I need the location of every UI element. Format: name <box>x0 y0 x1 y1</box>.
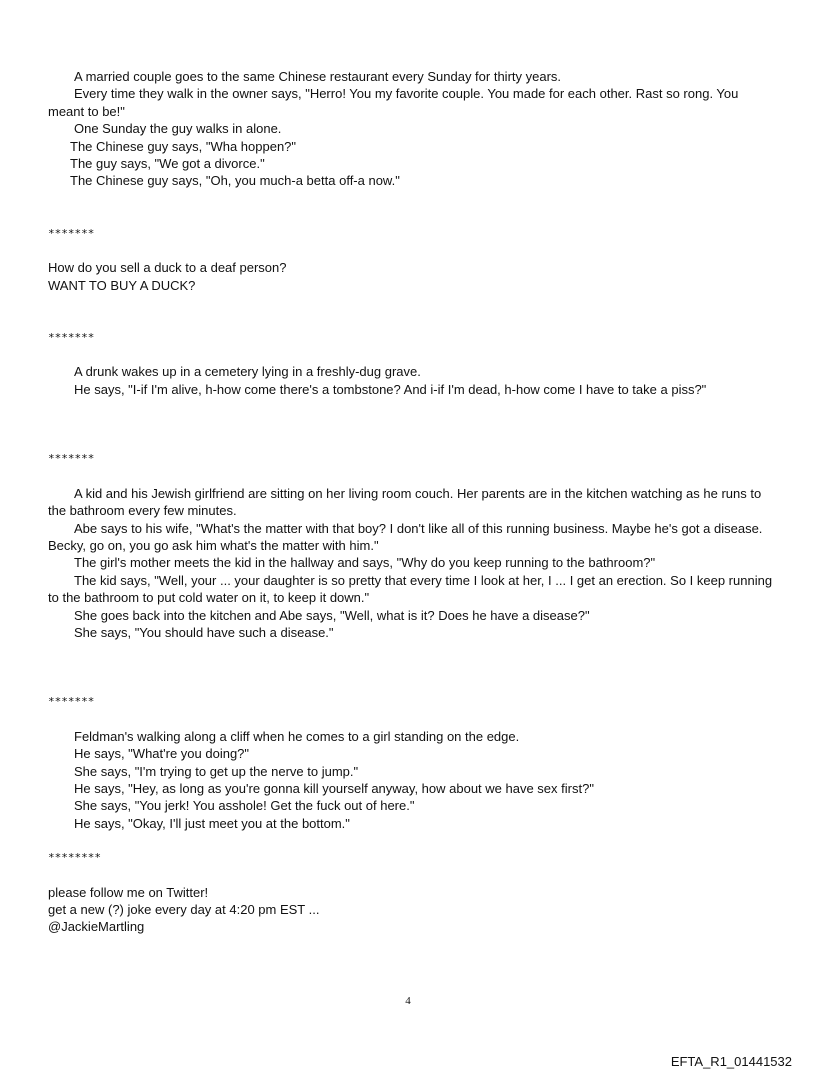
paragraph: A kid and his Jewish girlfriend are sitting on her living room couch. Her parents are in the kitchen watching as he runs to the bathroom every few minutes. <box>48 485 762 519</box>
document-body <box>48 68 778 936</box>
paragraph: She says, "You should have such a disease." <box>74 624 334 640</box>
twitter-follow-note <box>48 884 778 936</box>
joke-deaf-duck <box>48 259 778 294</box>
document-id: EFTA_R1_01441532 <box>670 1054 792 1069</box>
paragraph: How do you sell a duck to a deaf person? <box>48 260 287 276</box>
paragraph: He says, "I-if I'm alive, h-how come there's a tombstone? And i-if I'm dead, h-how come I have to take a piss?" <box>74 381 707 397</box>
paragraph: Abe says to his wife, "What's the matter with that boy? I don't like all of this running business. Maybe he's got a disease. Becky, go on, you go ask him what's the matter with him." <box>48 520 763 553</box>
twitter-handle: @JackieMartling <box>48 919 145 935</box>
joke-chinese-restaurant <box>48 68 778 190</box>
paragraph: Every time they walk in the owner says, "Herro! You my favorite couple. You made for each other. Rast so rong. You meant to be!" <box>48 86 739 119</box>
joke-drunk-cemetery <box>48 363 778 398</box>
paragraph: He says, "What're you doing?" <box>74 746 250 762</box>
paragraph: She says, "You jerk! You asshole! Get the fuck out of here." <box>74 798 415 814</box>
paragraph: One Sunday the guy walks in alone. <box>74 121 282 137</box>
joke-running-to-bathroom <box>48 485 778 642</box>
section-separator: ******* <box>48 452 95 466</box>
paragraph: Feldman's walking along a cliff when he comes to a girl standing on the edge. <box>74 728 520 744</box>
paragraph: She says, "I'm trying to get up the nerve to jump." <box>74 763 359 779</box>
paragraph: She goes back into the kitchen and Abe says, "Well, what is it? Does he have a disease?" <box>74 607 590 623</box>
paragraph: WANT TO BUY A DUCK? <box>48 277 196 293</box>
paragraph: He says, "Okay, I'll just meet you at the bottom." <box>74 815 350 831</box>
section-separator: ******* <box>48 695 95 709</box>
paragraph: A married couple goes to the same Chinese restaurant every Sunday for thirty years. <box>74 69 562 84</box>
paragraph: The kid says, "Well, your ... your daughter is so pretty that every time I look at her, I ... I get an erection. So I keep running to the bathroom to put cold water on it, to keep it down." <box>48 572 773 606</box>
paragraph: The Chinese guy says, "Oh, you much-a betta off-a now." <box>70 173 400 189</box>
paragraph: please follow me on Twitter! <box>48 884 209 900</box>
section-separator: ******* <box>48 331 95 345</box>
paragraph: get a new (?) joke every day at 4:20 pm EST ... <box>48 902 320 917</box>
section-separator: ******* <box>48 226 95 240</box>
paragraph: The Chinese guy says, "Wha hoppen?" <box>70 138 297 154</box>
paragraph: He says, "Hey, as long as you're gonna kill yourself anyway, how about we have sex first?" <box>74 780 594 796</box>
paragraph: A drunk wakes up in a cemetery lying in a freshly-dug grave. <box>74 364 421 380</box>
section-separator: ******** <box>48 851 101 865</box>
page-number: 4 <box>405 995 411 1007</box>
paragraph: The girl's mother meets the kid in the hallway and says, "Why do you keep running to the bathroom?" <box>74 555 656 571</box>
joke-feldman-cliff <box>48 728 778 832</box>
paragraph: The guy says, "We got a divorce." <box>70 156 265 172</box>
